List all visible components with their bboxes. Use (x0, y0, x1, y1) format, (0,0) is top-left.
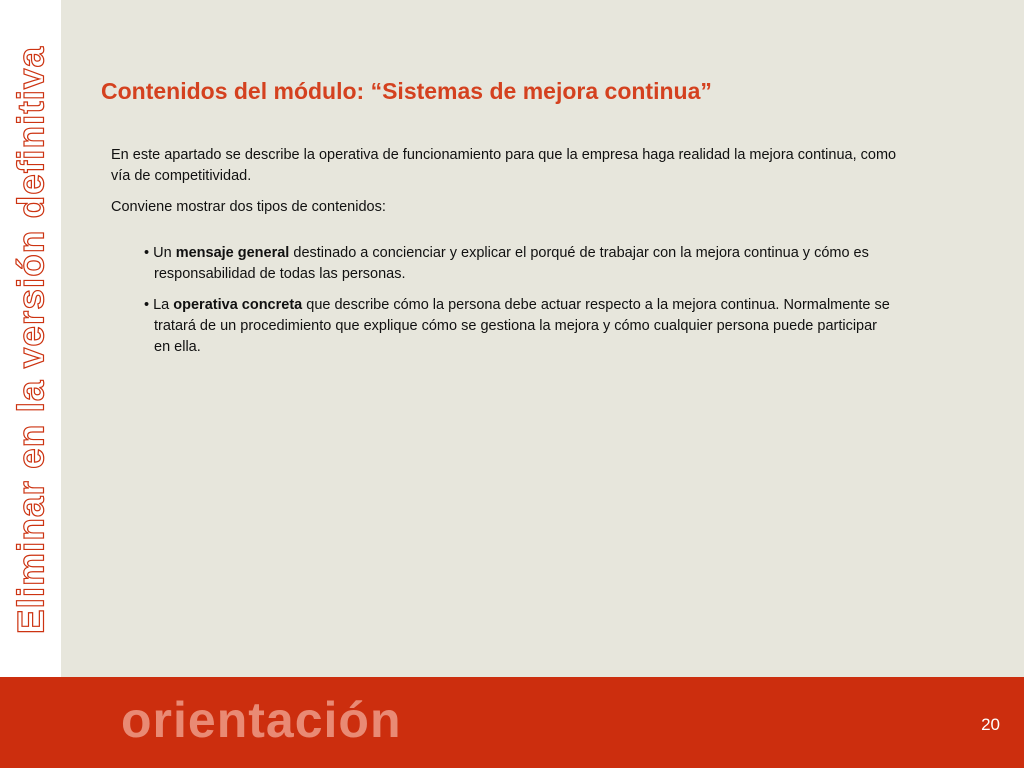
slide-body (111, 145, 901, 368)
bullet-list (111, 243, 901, 358)
bullet-marker: • (144, 245, 150, 261)
bullet-text: destinado a concienciar y explicar el porqué de trabajar con la mejora continua y cómo es responsabilidad de todas las personas. (154, 245, 869, 282)
watermark-text: Eliminar en la versión definitiva (10, 45, 52, 635)
bullet-bold-term: mensaje general (175, 245, 290, 261)
bullet-prefix: La (153, 297, 170, 313)
footer-bar (0, 677, 1024, 768)
bullet-text: que describe cómo la persona debe actuar respecto a la mejora continua. Normalmente se tratará de un procedimiento que explique cómo se gestiona la mejora y cómo cualquier persona puede participar en ella. (154, 297, 890, 355)
content-types-paragraph: Conviene mostrar dos tipos de contenidos: (111, 199, 386, 215)
intro-paragraph: En este apartado se describe la operativa de funcionamiento para que la empresa haga realidad la mejora continua, como vía de competitividad. (111, 147, 897, 184)
page-number: 20 (981, 715, 1000, 734)
bullet-bold-term: operativa concreta (173, 297, 303, 313)
bullet-marker: • (144, 297, 150, 313)
bullet-item-operativa-concreta (144, 295, 894, 358)
slide-title: Contenidos del módulo: “Sistemas de mejora continua” (101, 78, 712, 104)
watermark-area (0, 0, 61, 677)
bullet-item-mensaje-general (144, 243, 894, 285)
orientacion-logo: orientación (121, 692, 402, 748)
bullet-prefix: Un (153, 245, 172, 261)
